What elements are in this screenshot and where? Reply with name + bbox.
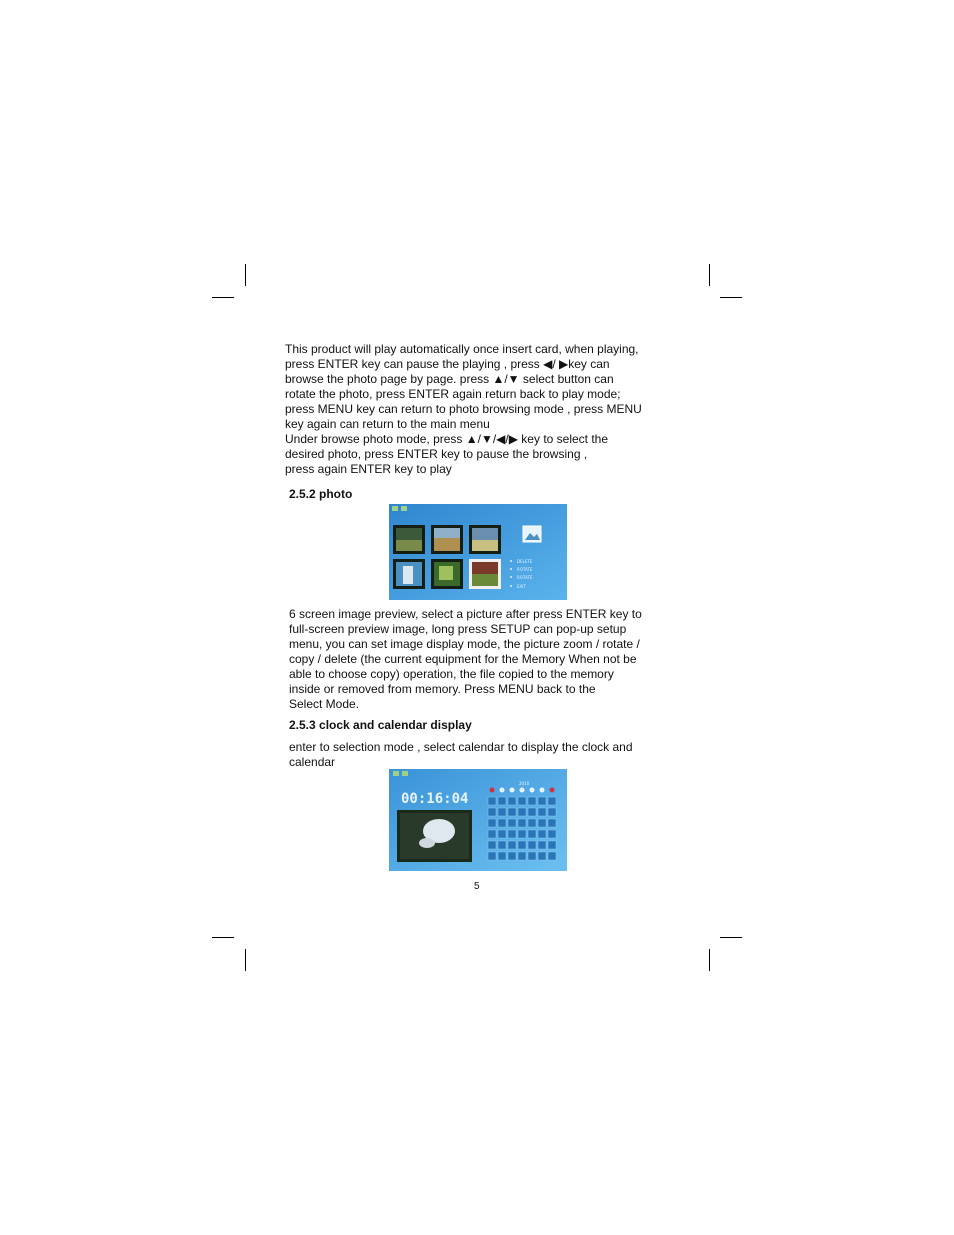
clock-photo — [397, 810, 472, 862]
clock-section-paragraph — [289, 740, 633, 770]
text-line: press MENU key can return to photo browsing mode , press MENU — [285, 402, 642, 416]
thumbnail[interactable] — [393, 525, 425, 554]
thumbnail[interactable] — [469, 525, 501, 554]
page-number: 5 — [474, 881, 480, 892]
text-line: Under browse photo mode, press ▲/▼/◀/▶ key to select the — [285, 432, 609, 446]
menu-item[interactable]: ROTATE — [517, 575, 533, 580]
text-line: able to choose copy) operation, the file copied to the memory — [289, 667, 614, 681]
text-line: full-screen preview image, long press SETUP can pop-up setup — [289, 622, 627, 636]
menu-item[interactable]: EXIT — [517, 584, 526, 589]
section-heading-photo: 2.5.2 photo — [289, 487, 353, 501]
text-line: 6 screen image preview, select a picture after press ENTER key to — [289, 607, 642, 621]
thumbnail[interactable] — [431, 559, 463, 589]
menu-item[interactable]: ROTATE — [517, 567, 533, 572]
text-line: This product will play automatically once insert card, when playing, — [285, 342, 639, 356]
thumbnail[interactable] — [431, 525, 463, 554]
photo-preview-screenshot — [389, 504, 567, 600]
text-line: copy / delete (the current equipment for the Memory When not be — [289, 652, 637, 666]
crop-mark — [720, 297, 742, 298]
calendar-month-label: 2010 — [519, 781, 530, 786]
crop-mark — [709, 264, 710, 286]
text-line: press ENTER key can pause the playing , press ◀/ ▶key can — [285, 357, 610, 371]
menu-item[interactable]: DELETE — [517, 559, 533, 564]
text-line: enter to selection mode , select calendar to display the clock and — [289, 740, 633, 754]
crop-mark — [245, 264, 246, 286]
text-line: menu, you can set image display mode, the picture zoom / rotate / — [289, 637, 640, 651]
photo-section-paragraph — [289, 607, 642, 712]
crop-mark — [720, 937, 742, 938]
text-line: Select Mode. — [289, 697, 360, 711]
text-line: rotate the photo, press ENTER again return back to play mode; — [285, 387, 621, 401]
text-line: desired photo, press ENTER key to pause the browsing , — [285, 447, 588, 461]
text-line: key again can return to the main menu — [285, 417, 490, 431]
section-heading-clock: 2.5.3 clock and calendar display — [289, 718, 472, 732]
crop-mark — [709, 949, 710, 971]
text-line: inside or removed from memory. Press MENU back to the — [289, 682, 596, 696]
thumbnail[interactable] — [393, 559, 425, 589]
crop-mark — [212, 937, 234, 938]
picture-icon — [523, 526, 541, 542]
text-line: press again ENTER key to play — [285, 462, 452, 476]
crop-mark — [245, 949, 246, 971]
crop-mark — [212, 297, 234, 298]
clock-calendar-screenshot — [389, 769, 567, 871]
thumbnail-selected[interactable] — [469, 559, 501, 589]
intro-paragraph — [285, 342, 642, 477]
text-line: browse the photo page by page. press ▲/▼ select button can — [285, 372, 614, 386]
text-line: calendar — [289, 755, 336, 769]
clock-time: 00:16:04 — [401, 791, 469, 807]
